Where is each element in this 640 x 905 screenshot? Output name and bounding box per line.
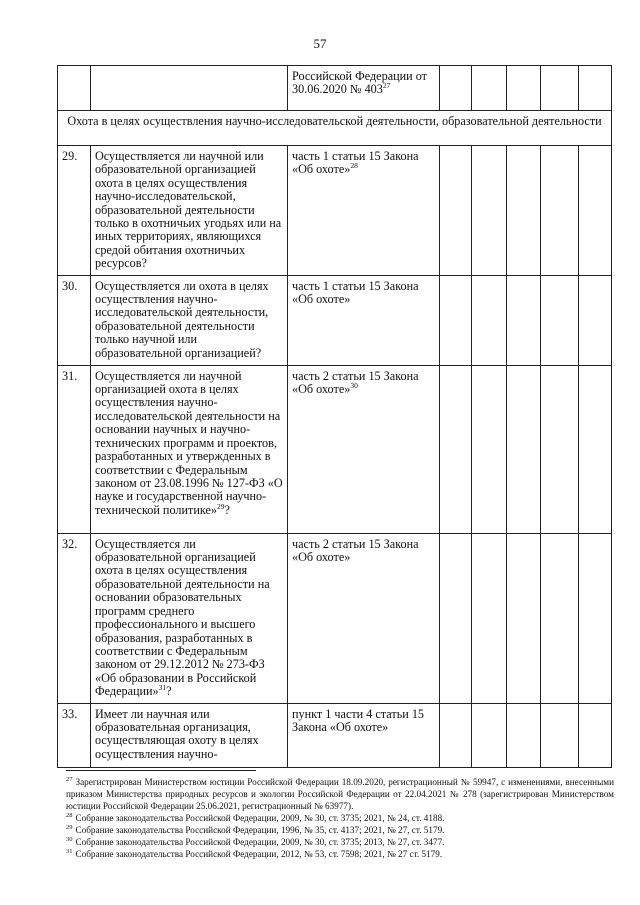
- answer-cell: [579, 146, 612, 276]
- basis-cell: Российской Федерации от 30.06.2020 № $403^{27}$: [288, 66, 440, 111]
- answer-cell: [440, 146, 472, 276]
- footnote-mark: 31: [66, 847, 73, 855]
- answer-cell: [541, 146, 579, 276]
- answer-cell: [507, 66, 541, 111]
- answer-cell: [472, 275, 507, 365]
- answer-cell: [507, 146, 541, 276]
- footnote: [66, 812, 614, 824]
- answer-cell: [541, 703, 579, 767]
- answer-cell: [440, 275, 472, 365]
- answer-cell: [440, 533, 472, 703]
- answer-cell: [579, 66, 612, 111]
- answer-cell: [579, 703, 612, 767]
- table-row: [58, 146, 612, 276]
- section-row: [58, 111, 612, 146]
- answer-cell: [541, 275, 579, 365]
- footnote-text: Собрание законодательства Российской Федерации, 2009, № 30, ст. 3735; 2013, № 27, ст. 3477.: [75, 837, 445, 847]
- basis-cell: пункт 1 части 4 статьи 15 Закона «Об охоте»: [288, 703, 440, 767]
- question-cell: Имеет ли научная или образовательная организация, осуществляющая охоту в целях осуществления научно-: [91, 703, 288, 767]
- footnote-mark: 27: [66, 775, 73, 783]
- footnote: [66, 824, 614, 836]
- answer-cell: [541, 365, 579, 533]
- table-row-continued: [58, 66, 612, 111]
- footnote: [66, 776, 614, 812]
- table-row: [58, 533, 612, 703]
- page-number: 57: [313, 36, 327, 51]
- table-row: [58, 703, 612, 767]
- footnote-ref: 28: [350, 161, 358, 171]
- footnote-text: Собрание законодательства Российской Федерации, 1996, № 35, ст. 4137; 2021, № 27, ст. 5179.: [75, 825, 445, 835]
- answer-cell: [472, 146, 507, 276]
- answer-cell: [472, 66, 507, 111]
- question-cell: Осуществляется ли научной или образовательной организацией охота в целях осуществления научно-исследовательской, образовательной деятельности только в охотничьих угодьях или на иных территориях, являющихся средой обитания охотничьих ресурсов?: [91, 146, 288, 276]
- footnote: [66, 836, 614, 848]
- checklist-table: [57, 65, 612, 768]
- answer-cell: [440, 66, 472, 111]
- answer-cell: [472, 703, 507, 767]
- footnote-mark: 28: [66, 811, 73, 819]
- table-row: [58, 275, 612, 365]
- row-number: 32.: [58, 533, 91, 703]
- footnote: [66, 848, 614, 860]
- answer-cell: [440, 703, 472, 767]
- answer-cell: [579, 275, 612, 365]
- footnote-text: Зарегистрирован Министерством юстиции Российской Федерации 18.09.2020, регистрационный № 59947, с изменениями, внесенными приказом Министерства природных ресурсов и экологии Российской Федерации от 22.04.2021 № 278 (зарегистрирован Министерством юстиции Российской Федерации 25.06.2021, регистрационный № 63977).: [66, 777, 614, 811]
- footnote-text: Собрание законодательства Российской Федерации, 2009, № 30, ст. 3735; 2021, № 24, ст. 4188.: [75, 813, 445, 823]
- answer-cell: [472, 533, 507, 703]
- num-cell: [58, 66, 91, 111]
- answer-cell: [472, 365, 507, 533]
- footnote-mark: 29: [66, 823, 73, 831]
- basis-cell: часть 2 статьи 15 Закона «Об охоте»: [288, 533, 440, 703]
- footnote-text: Собрание законодательства Российской Федерации, 2012, № 53, ст. 7598; 2021, № 27 ст. 5179.: [75, 849, 443, 859]
- answer-cell: [579, 365, 612, 533]
- question-cell: Осуществляется ли охота в целях осуществления научно-исследовательской деятельности, образовательной деятельности только научной или образовательной организацией?: [91, 275, 288, 365]
- row-number: 30.: [58, 275, 91, 365]
- answer-cell: [507, 533, 541, 703]
- question-cell: [91, 66, 288, 111]
- question-cell: Осуществляется ли образовательной организацией охота в целях осуществления образовательной деятельности на основании образовательных программ среднего профессионального и высшего образования, разработанных в соответствии с Федеральным законом от 29.12.2012 № 273-ФЗ «Об образовании в Российской Федерации»$^{31}$?: [91, 533, 288, 703]
- basis-cell: часть 1 статьи 15 Закона «Об охоте»$^{28}$: [288, 146, 440, 276]
- footnotes: [66, 776, 614, 860]
- row-number: 33.: [58, 703, 91, 767]
- answer-cell: [541, 533, 579, 703]
- footnote-ref: 31: [158, 683, 167, 693]
- row-number: 29.: [58, 146, 91, 276]
- basis-cell: часть 1 статьи 15 Закона «Об охоте»: [288, 275, 440, 365]
- answer-cell: [507, 365, 541, 533]
- footnote-mark: 30: [66, 835, 73, 843]
- answer-cell: [507, 703, 541, 767]
- footnote-ref: 30: [350, 381, 358, 390]
- footnote-ref: 29: [216, 501, 225, 511]
- answer-cell: [579, 533, 612, 703]
- basis-cell: часть 2 статьи 15 Закона «Об охоте»$^{30}$: [288, 365, 440, 533]
- footnote-ref: 27: [382, 81, 391, 91]
- answer-cell: [440, 365, 472, 533]
- row-number: 31.: [58, 365, 91, 533]
- section-title: Охота в целях осуществления научно-исследовательской деятельности, образовательной деятельности: [58, 111, 612, 146]
- answer-cell: [541, 66, 579, 111]
- answer-cell: [507, 275, 541, 365]
- question-cell: Осуществляется ли научной организацией охота в целях осуществления научно-исследовательской деятельности на основании научных и научно-технических программ и проектов, разработанных и утвержденных в соответствии с Федеральным законом от 23.08.1996 № 127-ФЗ «О науке и государственной научно-технической политике»$^{29}$?: [91, 365, 288, 533]
- footnote-divider: [66, 770, 256, 771]
- table-row: [58, 365, 612, 533]
